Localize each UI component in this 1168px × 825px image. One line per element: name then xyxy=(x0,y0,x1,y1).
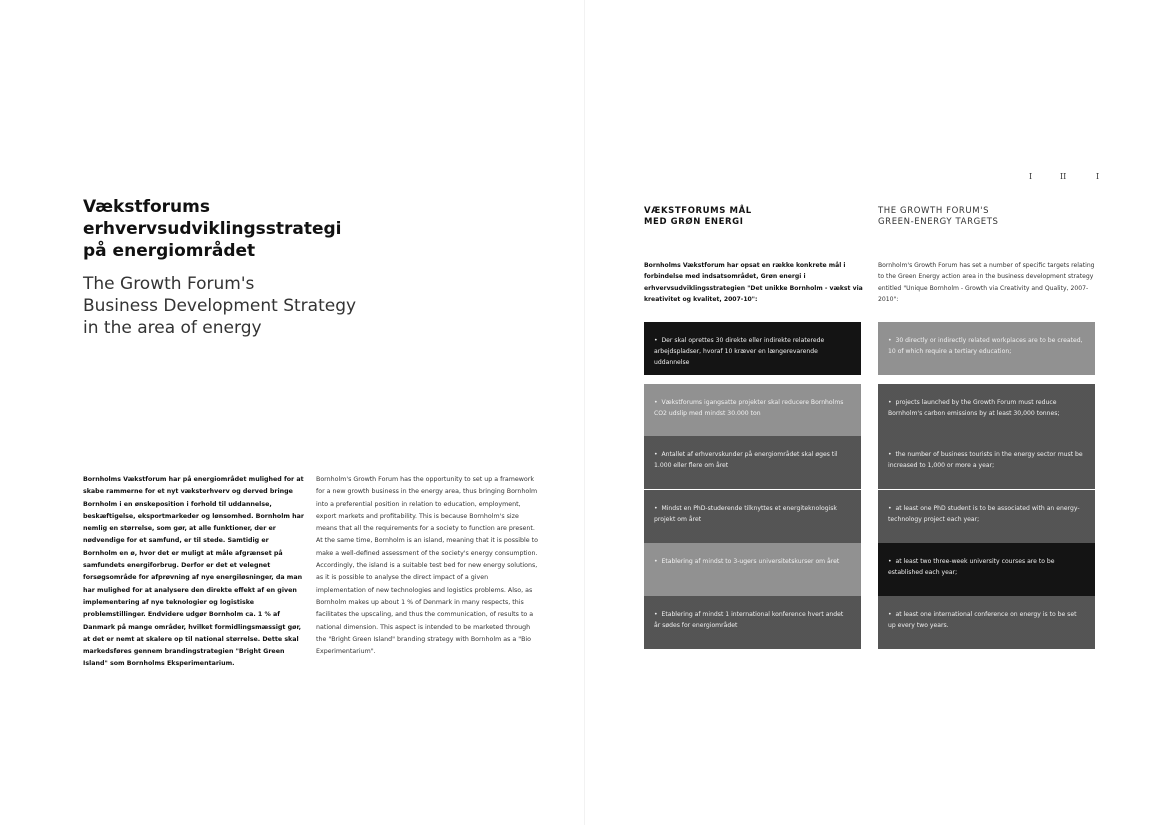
title-da-line: Vækstforums xyxy=(83,197,210,217)
title-da-line: på energiområdet xyxy=(83,241,256,261)
target-box-en: • projects launched by the Growth Forum must reduce Bornholm's carbon emissions by at least 30,000 tonnes; xyxy=(878,384,1095,437)
heading-en-line: GREEN-ENERGY TARGETS xyxy=(878,217,999,227)
heading-da-line: MED GRØN ENERGI xyxy=(644,217,744,227)
target-box-en: • the number of business tourists in the energy sector must be increased to 1,000 or more a year; xyxy=(878,436,1095,489)
heading-da-line: VÆKSTFORUMS MÅL xyxy=(644,206,752,216)
target-box-da: • Etablering af mindst to 3-ugers universitetskurser om året xyxy=(644,543,861,596)
target-box-da: • Der skal oprettes 30 direkte eller indirekte relaterede arbejdspladser, hvoraf 10 kræver en længerevarende uddannelse xyxy=(644,322,861,375)
title-english xyxy=(83,273,383,339)
intro-english: Bornholm's Growth Forum has set a number of specific targets relating to the Green Energy action area in the business development strategy entitled "Unique Bornholm - Growth via Creativity and Quality, 2007-2010": xyxy=(878,262,1095,304)
target-box-da: • Antallet af erhvervskunder på energiområdet skal øges til 1.000 eller flere om året xyxy=(644,436,861,489)
page-mark: II xyxy=(1060,172,1067,181)
title-en-line: Business Development Strategy xyxy=(83,296,357,316)
title-danish xyxy=(83,196,343,262)
target-box-en: • at least one international conference on energy is to be set up every two years. xyxy=(878,596,1095,649)
intro-danish: Bornholms Vækstforum har opsat en række konkrete mål i forbindelse med indsatsområdet, Grøn energi i erhvervsudviklingsstrategien "Det unikke Bornholm - vækst via kreativitet og kvalitet, 2007-10": xyxy=(644,262,863,304)
target-box-da: • Vækstforums igangsatte projekter skal reducere Bornholms CO2 udslip med mindst 30.000 ton xyxy=(644,384,861,437)
target-box-en: • at least one PhD student is to be associated with an energy-technology project each year; xyxy=(878,490,1095,543)
page-mark: I xyxy=(1029,172,1033,181)
heading-english xyxy=(878,206,1098,228)
heading-en-line: THE GROWTH FORUM'S xyxy=(878,206,990,216)
title-en-line: in the area of energy xyxy=(83,318,262,338)
target-box-en: • 30 directly or indirectly related workplaces are to be created, 10 of which require a tertiary education; xyxy=(878,322,1095,375)
target-box-da: • Mindst en PhD-studerende tilknyttes et energiteknologisk projekt om året xyxy=(644,490,861,543)
heading-danish xyxy=(644,206,864,228)
body-text-english: Bornholm's Growth Forum has the opportunity to set up a framework for a new growth business in the energy area, thus bringing Bornholm into a preferential position in relation to education, employment, export markets and profitability. This is because Bornholm's size means that all the requirements for a society to function are present. At the same time, Bornholm is an island, meaning that it is possible to make a well-defined assessment of the society's energy consumption. Accordingly, the island is a suitable test bed for new energy solutions, as it is possible to analyse the direct impact of a given implementation of new technologies and logistics problems. Also, as Bornholm makes up about 1 % of Denmark in many respects, this facilitates the upscaling, and thus the communication, of results to a national dimension. This aspect is intended to be marketed through the "Bright Green Island" branding strategy with Bornholm as a "Bio Experimentarium". xyxy=(316,476,539,656)
title-en-line: The Growth Forum's xyxy=(83,274,255,294)
target-box-da: • Etablering af mindst 1 international konference hvert andet år sødes for energiområdet xyxy=(644,596,861,649)
title-da-line: erhvervsudviklingsstrategi xyxy=(83,219,342,239)
page-mark: I xyxy=(1096,172,1100,181)
target-box-en: • at least two three-week university courses are to be established each year; xyxy=(878,543,1095,596)
body-text-danish: Bornholms Vækstforum har på energiområdet mulighed for at skabe rammerne for et nyt væksterhverv og derved bringe Bornholm i en ønskeposition i forhold til uddannelse, beskæftigelse, eksportmarkeder og lønsomhed. Bornholm har nemlig en størrelse, som gør, at alle funktioner, der er nødvendige for et samfund, er til stede. Samtidig er Bornholm en ø, hvor det er muligt at måle afgrænset på samfundets energiforbrug. Derfor er det et velegnet forsøgsområde for afprøvning af nye energiløsninger, da man har mulighed for at analysere den direkte effekt af en given implementering af nye teknologier og logistiske problemstillinger. Endvidere udgør Bornholm ca. 1 % af Danmark på mange områder, hvilket formidlingsmæssigt gør, at det er nemt at skalere op til national størrelse. Dette skal markedsføres gennem brandingstrategien "Bright Green Island" som Bornholms Eksperimentarium. xyxy=(83,476,304,668)
